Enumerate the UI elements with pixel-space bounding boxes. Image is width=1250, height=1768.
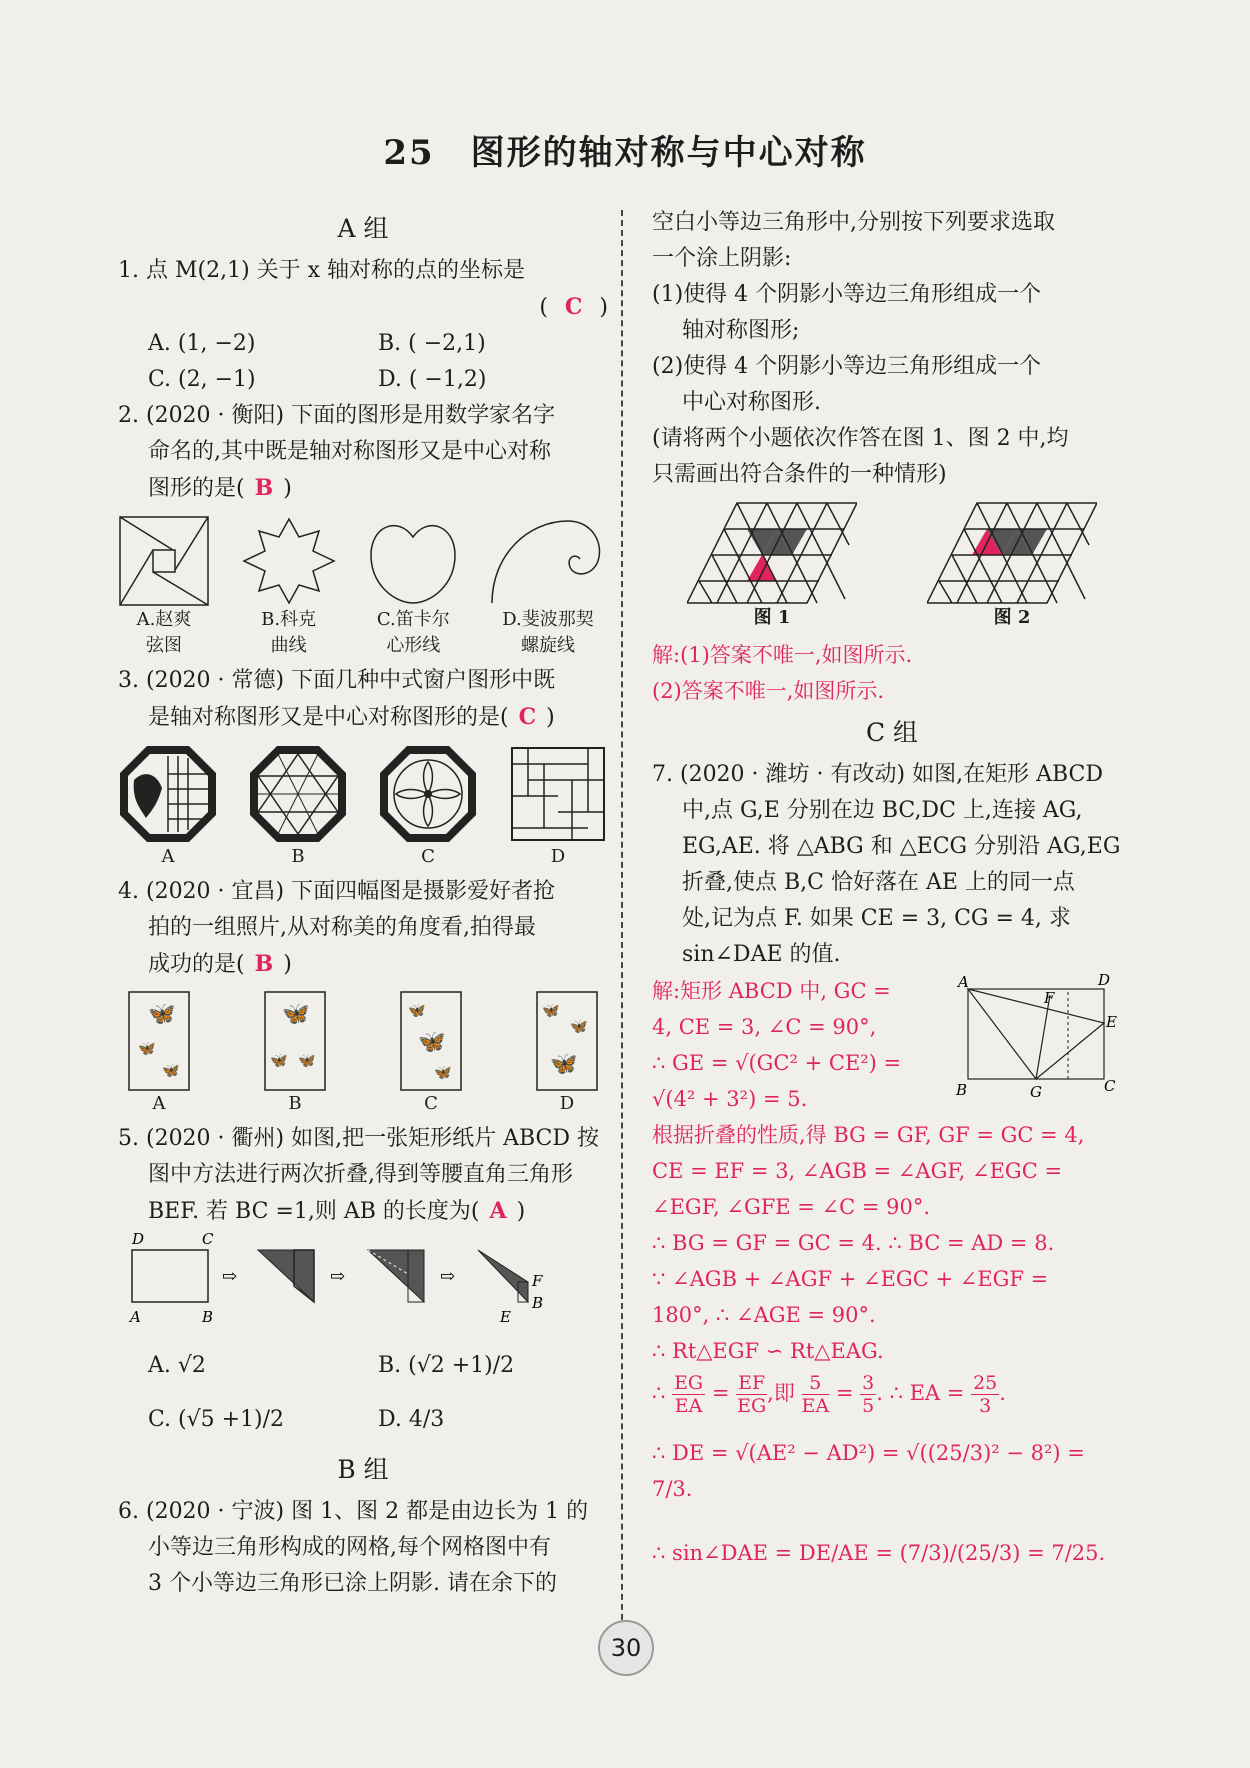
q5-stem-1: 5. (2020 · 衢州) 如图,把一张矩形纸片 ABCD 按	[118, 1126, 600, 1151]
svg-text:G: G	[1030, 1083, 1042, 1101]
svg-text:🦋: 🦋	[434, 1065, 452, 1081]
svg-text:D: D	[132, 1230, 145, 1248]
q3-stem-1: 3. (2020 · 常德) 下面几种中式窗户图形中既	[118, 668, 556, 693]
q7-line-6: sin∠DAE 的值.	[682, 942, 841, 967]
q6-line-1: 6. (2020 · 宁波) 图 1、图 2 都是由边长为 1 的	[118, 1499, 589, 1524]
q6-solution-1: 解:(1)答案不唯一,如图所示.	[652, 643, 913, 667]
svg-text:🦋: 🦋	[570, 1019, 588, 1035]
q6-right-6: 中心对称图形.	[682, 390, 821, 415]
svg-text:🦋: 🦋	[408, 1003, 426, 1019]
window-d-figure	[508, 744, 608, 844]
svg-text:🦋: 🦋	[418, 1030, 446, 1055]
window-b-figure	[248, 744, 348, 844]
svg-text:🦋: 🦋	[148, 1002, 176, 1027]
question-4	[118, 874, 608, 1117]
q7-sol-14: ∴ sin∠DAE = DE/AE = (7/3)/(25/3) = 7/25.	[652, 1541, 1106, 1565]
q3-figures	[118, 744, 608, 870]
q2-stem-3: 图形的是( B )	[148, 475, 292, 501]
q4-stem-3: 成功的是( B )	[148, 951, 292, 977]
svg-text:B: B	[202, 1308, 214, 1326]
q2-stem-1: 2. (2020 · 衡阳) 下面的图形是用数学家名字	[118, 403, 556, 428]
question-1	[118, 253, 608, 398]
q5-answer: A	[489, 1198, 507, 1224]
group-c-heading: C 组	[865, 718, 919, 747]
q7-rectangle-figure	[952, 973, 1122, 1103]
q3-figure-d	[508, 744, 608, 870]
q4-photo-b: 🦋 🦋 🦋 B	[264, 991, 326, 1117]
q7-line-5: 处,记为点 F. 如果 CE = 3, CG = 4, 求	[682, 906, 1071, 931]
q3-label-a: A	[161, 846, 175, 867]
q4-photo-d: 🦋 🦋 🦋 D	[536, 991, 598, 1117]
q6-figures	[652, 499, 1132, 631]
q7-sol-12: ∴ $\frac{EG}{EA}$ = $\frac{EF}{EG}$ ,即 $\frac{5}{EA}$ = $\frac{3}{5}$ . ∴ EA = $\frac{25}{3}$ .	[652, 1372, 1006, 1417]
q7-sol-7: ∠EGF, ∠GFE = ∠C = 90°.	[652, 1195, 931, 1219]
q3-stem-2: 是轴对称图形又是中心对称图形的是( C )	[148, 704, 555, 730]
butterfly-photo-d	[536, 991, 598, 1091]
q5-option-c: C. (√5 +1)/2	[148, 1407, 285, 1432]
left-column	[118, 205, 608, 1602]
group-b-heading: B 组	[337, 1455, 389, 1484]
q4-stem-2: 拍的一组照片,从对称美的角度看,拍得最	[148, 915, 536, 940]
svg-text:A: A	[958, 973, 969, 991]
q7-sol-2: 4, CE = 3, ∠C = 90°,	[652, 1015, 877, 1039]
q5-option-b: B. (√2 +1)/2	[378, 1353, 515, 1378]
svg-text:🦋: 🦋	[162, 1063, 180, 1079]
q5-option-d: D. 4/3	[378, 1407, 445, 1432]
question-3	[118, 663, 608, 870]
triangle-grid-figure-2	[927, 499, 1097, 605]
pinwheel-square-figure	[118, 515, 210, 607]
q4-photo-a: 🦋 🦋 🦋 A	[128, 991, 190, 1117]
q5-options-row1	[118, 1348, 608, 1384]
svg-text:⇨: ⇨	[330, 1266, 346, 1287]
svg-text:F: F	[532, 1272, 543, 1290]
q7-sol-10: 180°, ∴ ∠AGE = 90°.	[652, 1303, 876, 1327]
q6-fig2-caption: 图 2	[993, 607, 1031, 628]
q6-figure-1	[687, 499, 857, 631]
q2-figures	[118, 515, 608, 659]
butterfly-photo-a	[128, 991, 190, 1091]
q2-figure-c	[367, 515, 459, 659]
right-column	[652, 205, 1132, 1571]
q5-folding-figure	[118, 1230, 598, 1330]
q6-right-8: 只需画出符合条件的一种情形)	[652, 462, 947, 487]
fibonacci-spiral-figure	[488, 515, 608, 607]
svg-text:B: B	[956, 1081, 968, 1099]
svg-text:E: E	[500, 1308, 511, 1326]
q7-line-3: EG,AE. 将 △ABG 和 △ECG 分别沿 AG,EG	[682, 834, 1121, 859]
svg-text:⇨: ⇨	[440, 1266, 456, 1287]
q1-options-row2	[118, 362, 608, 398]
q2-caption-c: C.笛卡尔 心形线	[376, 609, 450, 656]
q3-label-d: D	[550, 846, 566, 867]
q2-caption-b: B.科克 曲线	[261, 609, 317, 656]
q3-figure-c	[378, 744, 478, 870]
svg-text:🦋: 🦋	[298, 1053, 316, 1069]
q4-figures	[118, 991, 608, 1117]
q1-answer-slot: ( C )	[539, 294, 608, 320]
q6-line-2: 小等边三角形构成的网格,每个网格图中有	[148, 1535, 551, 1560]
q6-solution-2: (2)答案不唯一,如图所示.	[652, 679, 885, 703]
butterfly-photo-c	[400, 991, 462, 1091]
q1-option-a: A. (1, −2)	[148, 331, 256, 356]
q7-sol-3: ∴ GE = √(GC² + CE²) =	[652, 1051, 902, 1075]
q6-right-2: 一个涂上阴影:	[652, 246, 792, 271]
q5-option-a: A. √2	[148, 1353, 206, 1378]
q1-option-b: B. ( −2,1)	[378, 331, 486, 356]
svg-text:⇨: ⇨	[222, 1266, 238, 1287]
q7-line-4: 折叠,使点 B,C 恰好落在 AE 上的同一点	[682, 870, 1075, 895]
q7-sol-4: √(4² + 3²) = 5.	[652, 1087, 808, 1111]
butterfly-photo-b	[264, 991, 326, 1091]
q2-stem-2: 命名的,其中既是轴对称图形又是中心对称	[148, 439, 551, 464]
question-5	[118, 1121, 608, 1438]
q6-line-3: 3 个小等边三角形已涂上阴影. 请在余下的	[148, 1571, 557, 1596]
svg-text:🦋: 🦋	[270, 1053, 288, 1069]
q1-answer: C	[564, 294, 583, 320]
q7-sol-6: CE = EF = 3, ∠AGB = ∠AGF, ∠EGC =	[652, 1159, 1063, 1183]
svg-text:E: E	[1106, 1013, 1117, 1031]
svg-text:F: F	[1044, 989, 1055, 1007]
q6-figure-2	[927, 499, 1097, 631]
svg-text:B: B	[532, 1294, 544, 1312]
q6-right-1: 空白小等边三角形中,分别按下列要求选取	[652, 210, 1055, 235]
question-6-left	[118, 1494, 608, 1602]
q6-right-3: (1)使得 4 个阴影小等边三角形组成一个	[652, 282, 1042, 307]
group-a-heading: A 组	[337, 214, 389, 243]
window-a-figure	[118, 744, 218, 844]
cardioid-figure	[367, 515, 459, 607]
svg-text:C: C	[1104, 1077, 1116, 1095]
koch-snowflake-figure	[239, 515, 339, 607]
window-c-figure	[378, 744, 478, 844]
svg-text:🦋: 🦋	[138, 1041, 156, 1057]
q3-answer: C	[518, 704, 537, 730]
q7-solution-left	[652, 973, 952, 1117]
svg-text:🦋: 🦋	[282, 1002, 310, 1027]
q7-sol-1: 解:矩形 ABCD 中, GC =	[652, 979, 891, 1003]
q5-options-row2	[118, 1402, 608, 1438]
q5-stem-2: 图中方法进行两次折叠,得到等腰直角三角形	[148, 1162, 573, 1187]
q6-fig1-caption: 图 1	[753, 607, 791, 628]
q7-solution-top	[652, 973, 1132, 1117]
q1-stem: 1. 点 M(2,1) 关于 x 轴对称的点的坐标是	[118, 258, 526, 283]
q1-option-d: D. ( −1,2)	[378, 367, 487, 392]
q4-photo-c: 🦋 🦋 🦋 C	[400, 991, 462, 1117]
q6-right-7: (请将两个小题依次作答在图 1、图 2 中,均	[652, 426, 1069, 451]
q6-right-5: (2)使得 4 个阴影小等边三角形组成一个	[652, 354, 1042, 379]
q5-stem-3: BEF. 若 BC =1,则 AB 的长度为( A )	[148, 1198, 526, 1224]
q7-line-1: 7. (2020 · 潍坊 · 有改动) 如图,在矩形 ABCD	[652, 762, 1104, 787]
q6-right-4: 轴对称图形;	[682, 318, 800, 343]
q1-option-c: C. (2, −1)	[148, 367, 256, 392]
q7-sol-13: ∴ DE = √(AE² − AD²) = √((25/3)² − 8²) = 7/3.	[652, 1441, 1085, 1501]
svg-text:C: C	[202, 1230, 214, 1248]
q2-answer: B	[254, 475, 274, 501]
svg-text:🦋: 🦋	[542, 1003, 560, 1019]
question-2	[118, 398, 608, 659]
column-divider	[621, 210, 623, 1650]
q2-figure-b	[239, 515, 339, 659]
q4-answer: B	[254, 951, 274, 977]
q7-sol-8: ∴ BG = GF = GC = 4. ∴ BC = AD = 8.	[652, 1231, 1055, 1255]
page-title: 25 图形的轴对称与中心对称	[383, 133, 867, 173]
triangle-grid-figure-1	[687, 499, 857, 605]
q1-options-row1	[118, 326, 608, 362]
q2-figure-a	[118, 515, 210, 659]
page-number: 30	[598, 1620, 654, 1676]
q3-label-b: B	[291, 846, 305, 867]
svg-text:A: A	[130, 1308, 141, 1326]
q7-sol-5: 根据折叠的性质,得 BG = GF, GF = GC = 4,	[652, 1123, 1085, 1147]
svg-text:D: D	[1098, 973, 1111, 989]
q7-sol-11: ∴ Rt△EGF ∽ Rt△EAG.	[652, 1339, 884, 1363]
svg-text:🦋: 🦋	[550, 1052, 578, 1077]
q2-figure-d	[488, 515, 608, 659]
q7-sol-9: ∵ ∠AGB + ∠AGF + ∠EGC + ∠EGF =	[652, 1267, 1049, 1291]
q3-figure-b	[248, 744, 348, 870]
q2-caption-a: A.赵爽 弦图	[136, 609, 192, 656]
q3-label-c: C	[421, 846, 435, 867]
q4-stem-1: 4. (2020 · 宜昌) 下面四幅图是摄影爱好者抢	[118, 879, 556, 904]
q2-caption-d: D.斐波那契 螺旋线	[502, 609, 594, 656]
q7-line-2: 中,点 G,E 分别在边 BC,DC 上,连接 AG,	[682, 798, 1083, 823]
q3-figure-a	[118, 744, 218, 870]
